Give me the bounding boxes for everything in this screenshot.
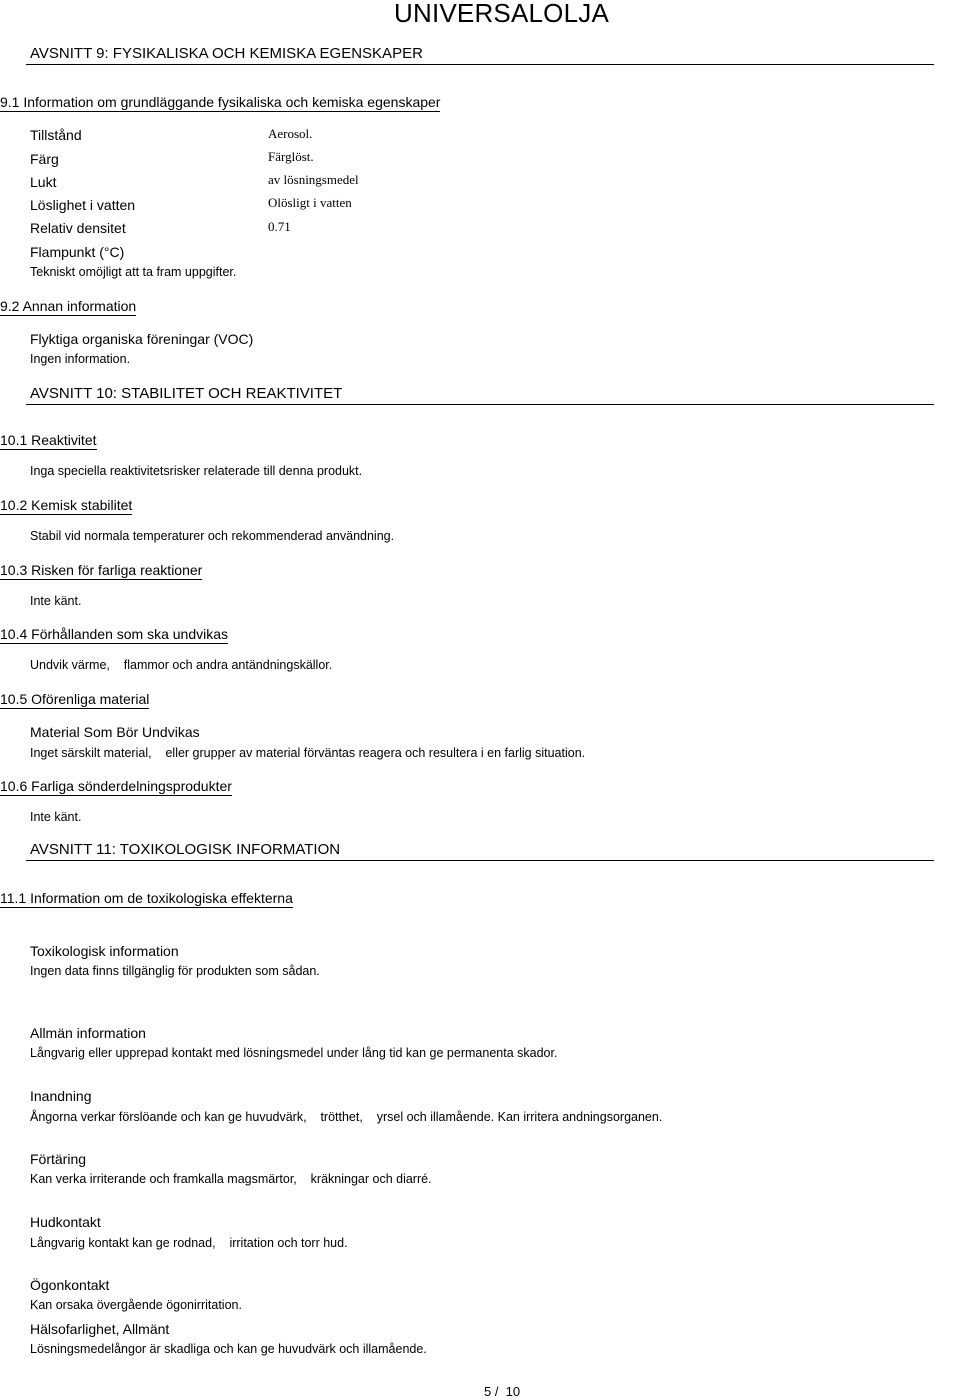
subsection-10-3-heading: 10.3 Risken för farliga reaktioner bbox=[0, 562, 203, 578]
section-9-title: AVSNITT 9: FYSIKALISKA OCH KEMISKA EGENSKAPER bbox=[30, 45, 423, 62]
materials-to-avoid-text: Inget särskilt material, eller grupper av material förväntas reagera och resultera i en farlig situation. bbox=[30, 746, 586, 760]
voc-text: Ingen information. bbox=[30, 352, 131, 366]
subsection-9-2-heading: 9.2 Annan information bbox=[0, 298, 137, 314]
prop-value-state: Aerosol. bbox=[268, 126, 313, 141]
prop-label-state: Tillstånd bbox=[30, 127, 82, 143]
eye-contact-label: Ögonkontakt bbox=[30, 1277, 110, 1293]
materials-to-avoid-label: Material Som Bör Undvikas bbox=[30, 724, 200, 740]
page-number: 5 / 10 bbox=[484, 1384, 521, 1399]
decomposition-products-text: Inte känt. bbox=[30, 810, 82, 824]
general-info-label: Allmän information bbox=[30, 1025, 146, 1041]
subsection-10-5-heading: 10.5 Oförenliga material bbox=[0, 691, 150, 707]
prop-value-odor: av lösningsmedel bbox=[268, 172, 359, 187]
prop-value-solubility: Olösligt i vatten bbox=[268, 195, 352, 210]
prop-value-density: 0.71 bbox=[268, 219, 291, 234]
prop-value-color: Färglöst. bbox=[268, 149, 314, 164]
subsection-10-2-heading: 10.2 Kemisk stabilitet bbox=[0, 497, 133, 513]
ingestion-text: Kan verka irriterande och framkalla magsmärtor, kräkningar och diarré. bbox=[30, 1172, 432, 1186]
conditions-to-avoid-text: Undvik värme, flammor och andra antändningskällor. bbox=[30, 658, 333, 672]
section-divider bbox=[26, 404, 934, 405]
prop-label-flashpoint: Flampunkt (°C) bbox=[30, 244, 125, 260]
subsection-10-1-heading: 10.1 Reaktivitet bbox=[0, 432, 97, 448]
tox-info-text: Ingen data finns tillgänglig för produkten som sådan. bbox=[30, 964, 320, 978]
eye-contact-text: Kan orsaka övergående ögonirritation. bbox=[30, 1298, 242, 1312]
flashpoint-note: Tekniskt omöjligt att ta fram uppgifter. bbox=[30, 265, 237, 279]
ingestion-label: Förtäring bbox=[30, 1151, 87, 1167]
section-divider bbox=[26, 64, 934, 65]
prop-label-color: Färg bbox=[30, 151, 59, 167]
skin-contact-label: Hudkontakt bbox=[30, 1214, 101, 1230]
prop-label-odor: Lukt bbox=[30, 174, 57, 190]
brand-name: UNIVERSALOLJA bbox=[394, 0, 610, 28]
hazardous-reactions-text: Inte känt. bbox=[30, 594, 82, 608]
section-11-title: AVSNITT 11: TOXIKOLOGISK INFORMATION bbox=[30, 841, 341, 858]
inhalation-label: Inandning bbox=[30, 1088, 92, 1104]
subsection-9-1-heading: 9.1 Information om grundläggande fysikaliska och kemiska egenskaper bbox=[0, 94, 441, 110]
subsection-10-6-heading: 10.6 Farliga sönderdelningsprodukter bbox=[0, 778, 232, 794]
inhalation-text: Ångorna verkar förslöande och kan ge huvudvärk, trötthet, yrsel och illamående. Kan irritera andningsorganen. bbox=[30, 1110, 663, 1124]
voc-label: Flyktiga organiska föreningar (VOC) bbox=[30, 331, 254, 347]
section-divider bbox=[26, 860, 934, 861]
subsection-10-4-heading: 10.4 Förhållanden som ska undvikas bbox=[0, 626, 229, 642]
health-hazard-text: Lösningsmedelångor är skadliga och kan ge huvudvärk och illamående. bbox=[30, 1342, 427, 1356]
reactivity-text: Inga speciella reaktivitetsrisker relaterade till denna produkt. bbox=[30, 464, 363, 478]
stability-text: Stabil vid normala temperaturer och rekommenderad användning. bbox=[30, 529, 395, 543]
tox-info-label: Toxikologisk information bbox=[30, 943, 179, 959]
skin-contact-text: Långvarig kontakt kan ge rodnad, irritation och torr hud. bbox=[30, 1236, 348, 1250]
section-10-title: AVSNITT 10: STABILITET OCH REAKTIVITET bbox=[30, 385, 343, 402]
general-info-text: Långvarig eller upprepad kontakt med lösningsmedel under lång tid kan ge permanenta skador. bbox=[30, 1046, 558, 1060]
prop-label-solubility: Löslighet i vatten bbox=[30, 197, 136, 213]
health-hazard-label: Hälsofarlighet, Allmänt bbox=[30, 1321, 170, 1337]
prop-label-density: Relativ densitet bbox=[30, 220, 126, 236]
subsection-11-1-heading: 11.1 Information om de toxikologiska effekterna bbox=[0, 890, 293, 906]
